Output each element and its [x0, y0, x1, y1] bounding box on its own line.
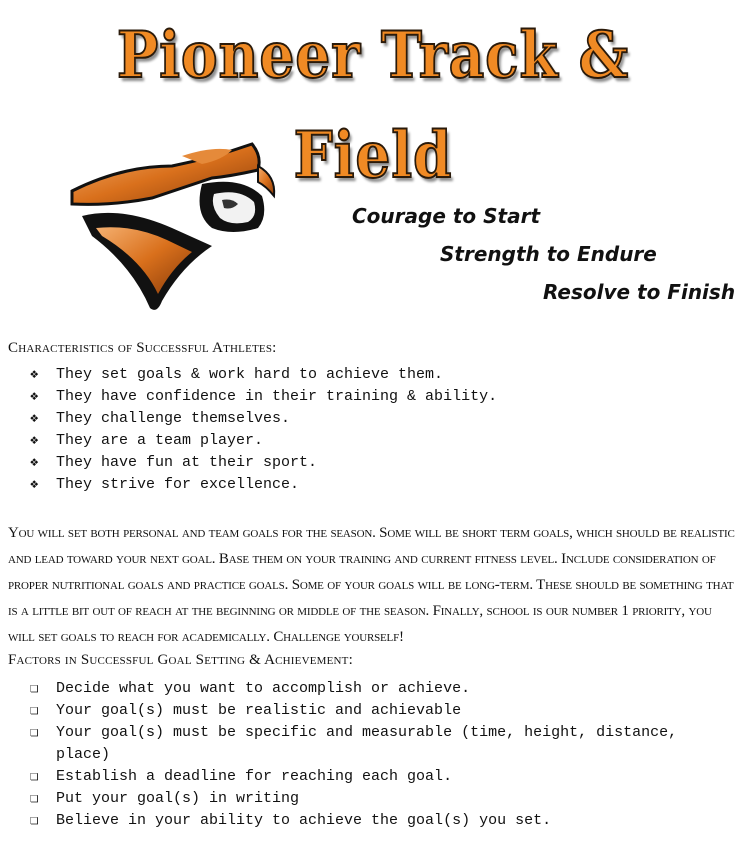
list-item-text: They have confidence in their training & ability.	[56, 388, 498, 405]
list-item-text: They have fun at their sport.	[56, 454, 318, 471]
diamond-bullet-icon: ❖	[30, 477, 39, 493]
page-title: Pioneer Track & Field	[116, 18, 630, 193]
characteristics-list	[30, 364, 497, 496]
list-item-text: They challenge themselves.	[56, 410, 291, 427]
list-item-text: They are a team player.	[56, 432, 264, 449]
factors-heading: Factors in Successful Goal Setting & Achievement:	[8, 652, 353, 668]
list-item-text: Establish a deadline for reaching each goal.	[56, 768, 453, 785]
list-item	[30, 452, 497, 474]
list-item-text: Decide what you want to accomplish or achieve.	[56, 680, 471, 697]
diamond-bullet-icon: ❖	[30, 455, 39, 471]
motto-line-2: Strength to Endure	[440, 242, 657, 266]
list-item	[30, 430, 497, 452]
list-item-text: They strive for excellence.	[56, 476, 300, 493]
checkbox-bullet-icon: ❏	[30, 769, 39, 785]
diamond-bullet-icon: ❖	[30, 433, 39, 449]
list-item	[30, 766, 730, 788]
diamond-bullet-icon: ❖	[30, 367, 39, 383]
checkbox-bullet-icon: ❏	[30, 791, 39, 807]
list-item	[30, 700, 730, 722]
goals-paragraph: You will set both personal and team goals for the season. Some will be short term goals, which should be realistic and lead toward your next goal. Base them on your training and current fitness level. Include consideration of proper nutritional goals and practice goals. Some of your goals will be long-term. These should be something that is a little bit out of reach at the beginning or middle of the season. Finally, school is our number 1 priority, you will set goals to reach for academically. Challenge yourself!	[8, 525, 735, 645]
diamond-bullet-icon: ❖	[30, 389, 39, 405]
list-item-text: They set goals & work hard to achieve them.	[56, 366, 444, 383]
list-item	[30, 810, 730, 832]
list-item	[30, 408, 497, 430]
factors-list	[30, 678, 730, 832]
list-item-text: Believe in your ability to achieve the goal(s) you set.	[56, 812, 552, 829]
checkbox-bullet-icon: ❏	[30, 725, 39, 741]
characteristics-heading: Characteristics of Successful Athletes:	[8, 340, 277, 356]
list-item	[30, 788, 730, 810]
list-item-text: Put your goal(s) in writing	[56, 790, 300, 807]
diamond-bullet-icon: ❖	[30, 411, 39, 427]
list-item	[30, 678, 730, 700]
list-item	[30, 364, 497, 386]
list-item	[30, 474, 497, 496]
checkbox-bullet-icon: ❏	[30, 703, 39, 719]
list-item	[30, 386, 497, 408]
checkbox-bullet-icon: ❏	[30, 681, 39, 697]
motto-line-1: Courage to Start	[352, 204, 541, 228]
list-item-text: Your goal(s) must be specific and measurable (time, height, distance, place)	[56, 724, 678, 763]
pioneer-mascot-logo	[62, 136, 284, 316]
checkbox-bullet-icon: ❏	[30, 813, 39, 829]
motto-line-3: Resolve to Finish	[543, 280, 736, 304]
list-item-text: Your goal(s) must be realistic and achievable	[56, 702, 462, 719]
list-item	[30, 722, 730, 766]
